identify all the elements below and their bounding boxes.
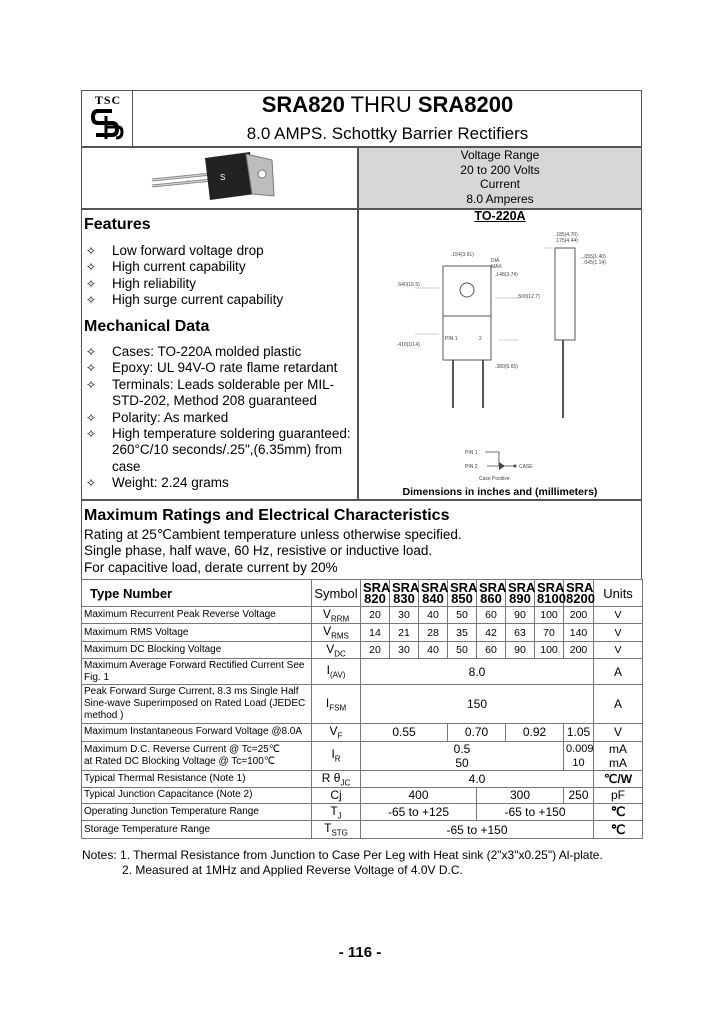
part-header: SRA 820 <box>361 580 390 607</box>
product-photo-icon <box>150 150 280 206</box>
dim-label: .055(1.40) <box>583 254 606 260</box>
symbol-header: Symbol <box>312 580 361 607</box>
part-header: SRA 830 <box>390 580 419 607</box>
pin2-label: PIN 2 <box>465 464 478 470</box>
part-header: SRA 860 <box>477 580 506 607</box>
specs-table <box>81 579 643 839</box>
part-header: SRA 8100 <box>535 580 564 607</box>
bullet-icon: ✧ <box>86 260 97 275</box>
pin1-label: PIN 1 <box>465 450 478 456</box>
voltage-range-label: Voltage Range <box>460 148 540 162</box>
bullet-icon: ✧ <box>86 427 97 442</box>
table-row: Maximum Instantaneous Forward Voltage @8.0A $V_F$ 0.55 0.70 0.92 1.05 V <box>82 724 643 741</box>
ratings-line: Rating at 25℃ambient temperature unless otherwise specified. <box>84 527 462 542</box>
package-drawing <box>395 228 610 484</box>
ratings-line: Single phase, half wave, 60 Hz, resistive or inductive load. <box>84 543 433 559</box>
logo-text: TSC <box>94 93 122 107</box>
bullet-icon: ✧ <box>86 244 97 258</box>
type-number-header: Type Number <box>82 580 312 607</box>
table-row: Maximum DC Blocking Voltage $V_{DC}$ 20 30 40 50 60 90 100 200 V <box>82 641 643 658</box>
mechanical-list <box>84 344 356 492</box>
dim-label: MAX <box>491 264 502 270</box>
bullet-icon: ✧ <box>86 361 97 376</box>
dim-label: PIN 1 <box>445 336 458 342</box>
dim-label: DIA <box>491 258 500 264</box>
part-header: SRA 8200 <box>564 580 594 607</box>
mechanical-title: Mechanical Data <box>84 318 210 335</box>
dim-label: .045(1.14) <box>583 260 606 266</box>
bullet-icon: ✧ <box>86 345 97 359</box>
features-list <box>84 243 354 309</box>
dim-label: .500(12.7) <box>517 294 540 300</box>
list-item: ✧ Cases: TO-220A molded plastic <box>86 344 302 359</box>
page-title <box>133 92 642 118</box>
ratings-title: Maximum Ratings and Electrical Characteristics <box>84 507 450 524</box>
dim-label: .185(4.70) <box>555 232 578 238</box>
bullet-icon: ✧ <box>86 276 97 291</box>
case-label: CASE <box>519 464 533 470</box>
table-header-row <box>82 580 643 607</box>
list-item: ✧ Terminals: Leads solderable per MIL-STD-202, Method 208 guaranteed <box>86 376 335 409</box>
ratings-text <box>84 527 462 576</box>
dim-label: .410(10.4) <box>397 342 420 348</box>
title-thru: THRU <box>344 92 418 117</box>
dim-label: .154(3.91) <box>451 252 474 258</box>
features-title: Features <box>84 216 151 233</box>
note-2: 2. Measured at 1MHz and Applied Reverse Voltage of 4.0V D.C. <box>122 863 463 877</box>
table-row: Typical Junction Capacitance (Note 2) Cj 400 300 250 pF <box>82 787 643 803</box>
dim-label: .175(4.44) <box>555 238 578 244</box>
case-positive-label: Case Positive <box>479 476 510 482</box>
dim-label: .380(9.65) <box>495 364 518 370</box>
bullet-icon: ✧ <box>86 476 97 491</box>
svg-text:S: S <box>220 173 226 182</box>
table-row: Peak Forward Surge Current, 8.3 ms Single Half Sine-wave Superimposed on Rated Load (JEDEC method ) $I_{FSM}$ 150 A <box>82 685 643 724</box>
table-row: Operating Junction Temperature Range $T_J$ -65 to +125 -65 to +150 ℃ <box>82 803 643 820</box>
tsc-logo <box>88 93 128 143</box>
dim-label: 2 <box>479 336 482 342</box>
logo-symbol-icon <box>88 108 128 142</box>
table-row: Typical Thermal Resistance (Note 1) R $\theta_{JC}$ 4.0 ℃/W <box>82 770 643 787</box>
bullet-icon: ✧ <box>86 293 97 308</box>
dim-label: .148(3.74) <box>495 272 518 278</box>
part-header: SRA 840 <box>419 580 448 607</box>
list-item: ✧ High reliability <box>86 275 197 291</box>
title-part1: SRA820 <box>261 92 345 117</box>
current-value: 8.0 Amperes <box>466 191 534 206</box>
bullet-icon: ✧ <box>86 410 97 425</box>
table-row: Maximum Recurrent Peak Reverse Voltage $V_{RRM}$ 20 30 40 50 60 90 100 200 V <box>82 607 643 624</box>
note-1: Notes: 1. Thermal Resistance from Junction to Case Per Leg with Heat sink (2"x3"x0.25") Al-plate. <box>82 848 603 862</box>
list-item: ✧ Low forward voltage drop <box>86 243 264 258</box>
list-item: ✧ High current capability <box>86 259 246 275</box>
title-part2: SRA8200 <box>417 92 514 117</box>
voltage-range-value: 20 to 200 Volts <box>460 162 540 177</box>
page-number: - 116 - <box>338 944 382 961</box>
page-subtitle: 8.0 AMPS. Schottky Barrier Rectifiers <box>246 124 529 143</box>
ratings-line: For capacitive load, derate current by 20% <box>84 559 338 575</box>
table-row: Storage Temperature Range $T_{STG}$ -65 to +150 ℃ <box>82 821 643 838</box>
part-header: SRA 850 <box>448 580 477 607</box>
table-row: Maximum D.C. Reverse Current @ Tc=25℃ at Rated DC Blocking Voltage @ Tc=100℃ $I_R$ 0.5 50 0.009 10 mA mA <box>82 741 643 770</box>
units-header: Units <box>594 580 643 607</box>
list-item: ✧ Epoxy: UL 94V-O rate flame retardant <box>86 360 338 376</box>
table-row: Maximum RMS Voltage $V_{RMS}$ 14 21 28 35 42 63 70 140 V <box>82 624 643 641</box>
part-header: SRA 890 <box>506 580 535 607</box>
bullet-icon: ✧ <box>86 377 97 392</box>
list-item: ✧ Polarity: As marked <box>86 409 229 425</box>
list-item: ✧ Weight: 2.24 grams <box>86 475 229 491</box>
dim-label: .640(16.5) <box>397 282 420 288</box>
current-label: Current <box>479 177 520 192</box>
table-row: Maximum Average Forward Rectified Current See Fig. 1 $I_{(AV)}$ 8.0 A <box>82 659 643 685</box>
list-item: ✧ High surge current capability <box>86 292 284 308</box>
package-name: TO-220A <box>474 209 526 223</box>
specs-text <box>358 148 642 206</box>
list-item: ✧ High temperature soldering guaranteed: 260°C/10 seconds/.25",(6.35mm) from case <box>86 426 351 474</box>
dims-caption: Dimensions in inches and (millimeters) <box>402 486 598 498</box>
